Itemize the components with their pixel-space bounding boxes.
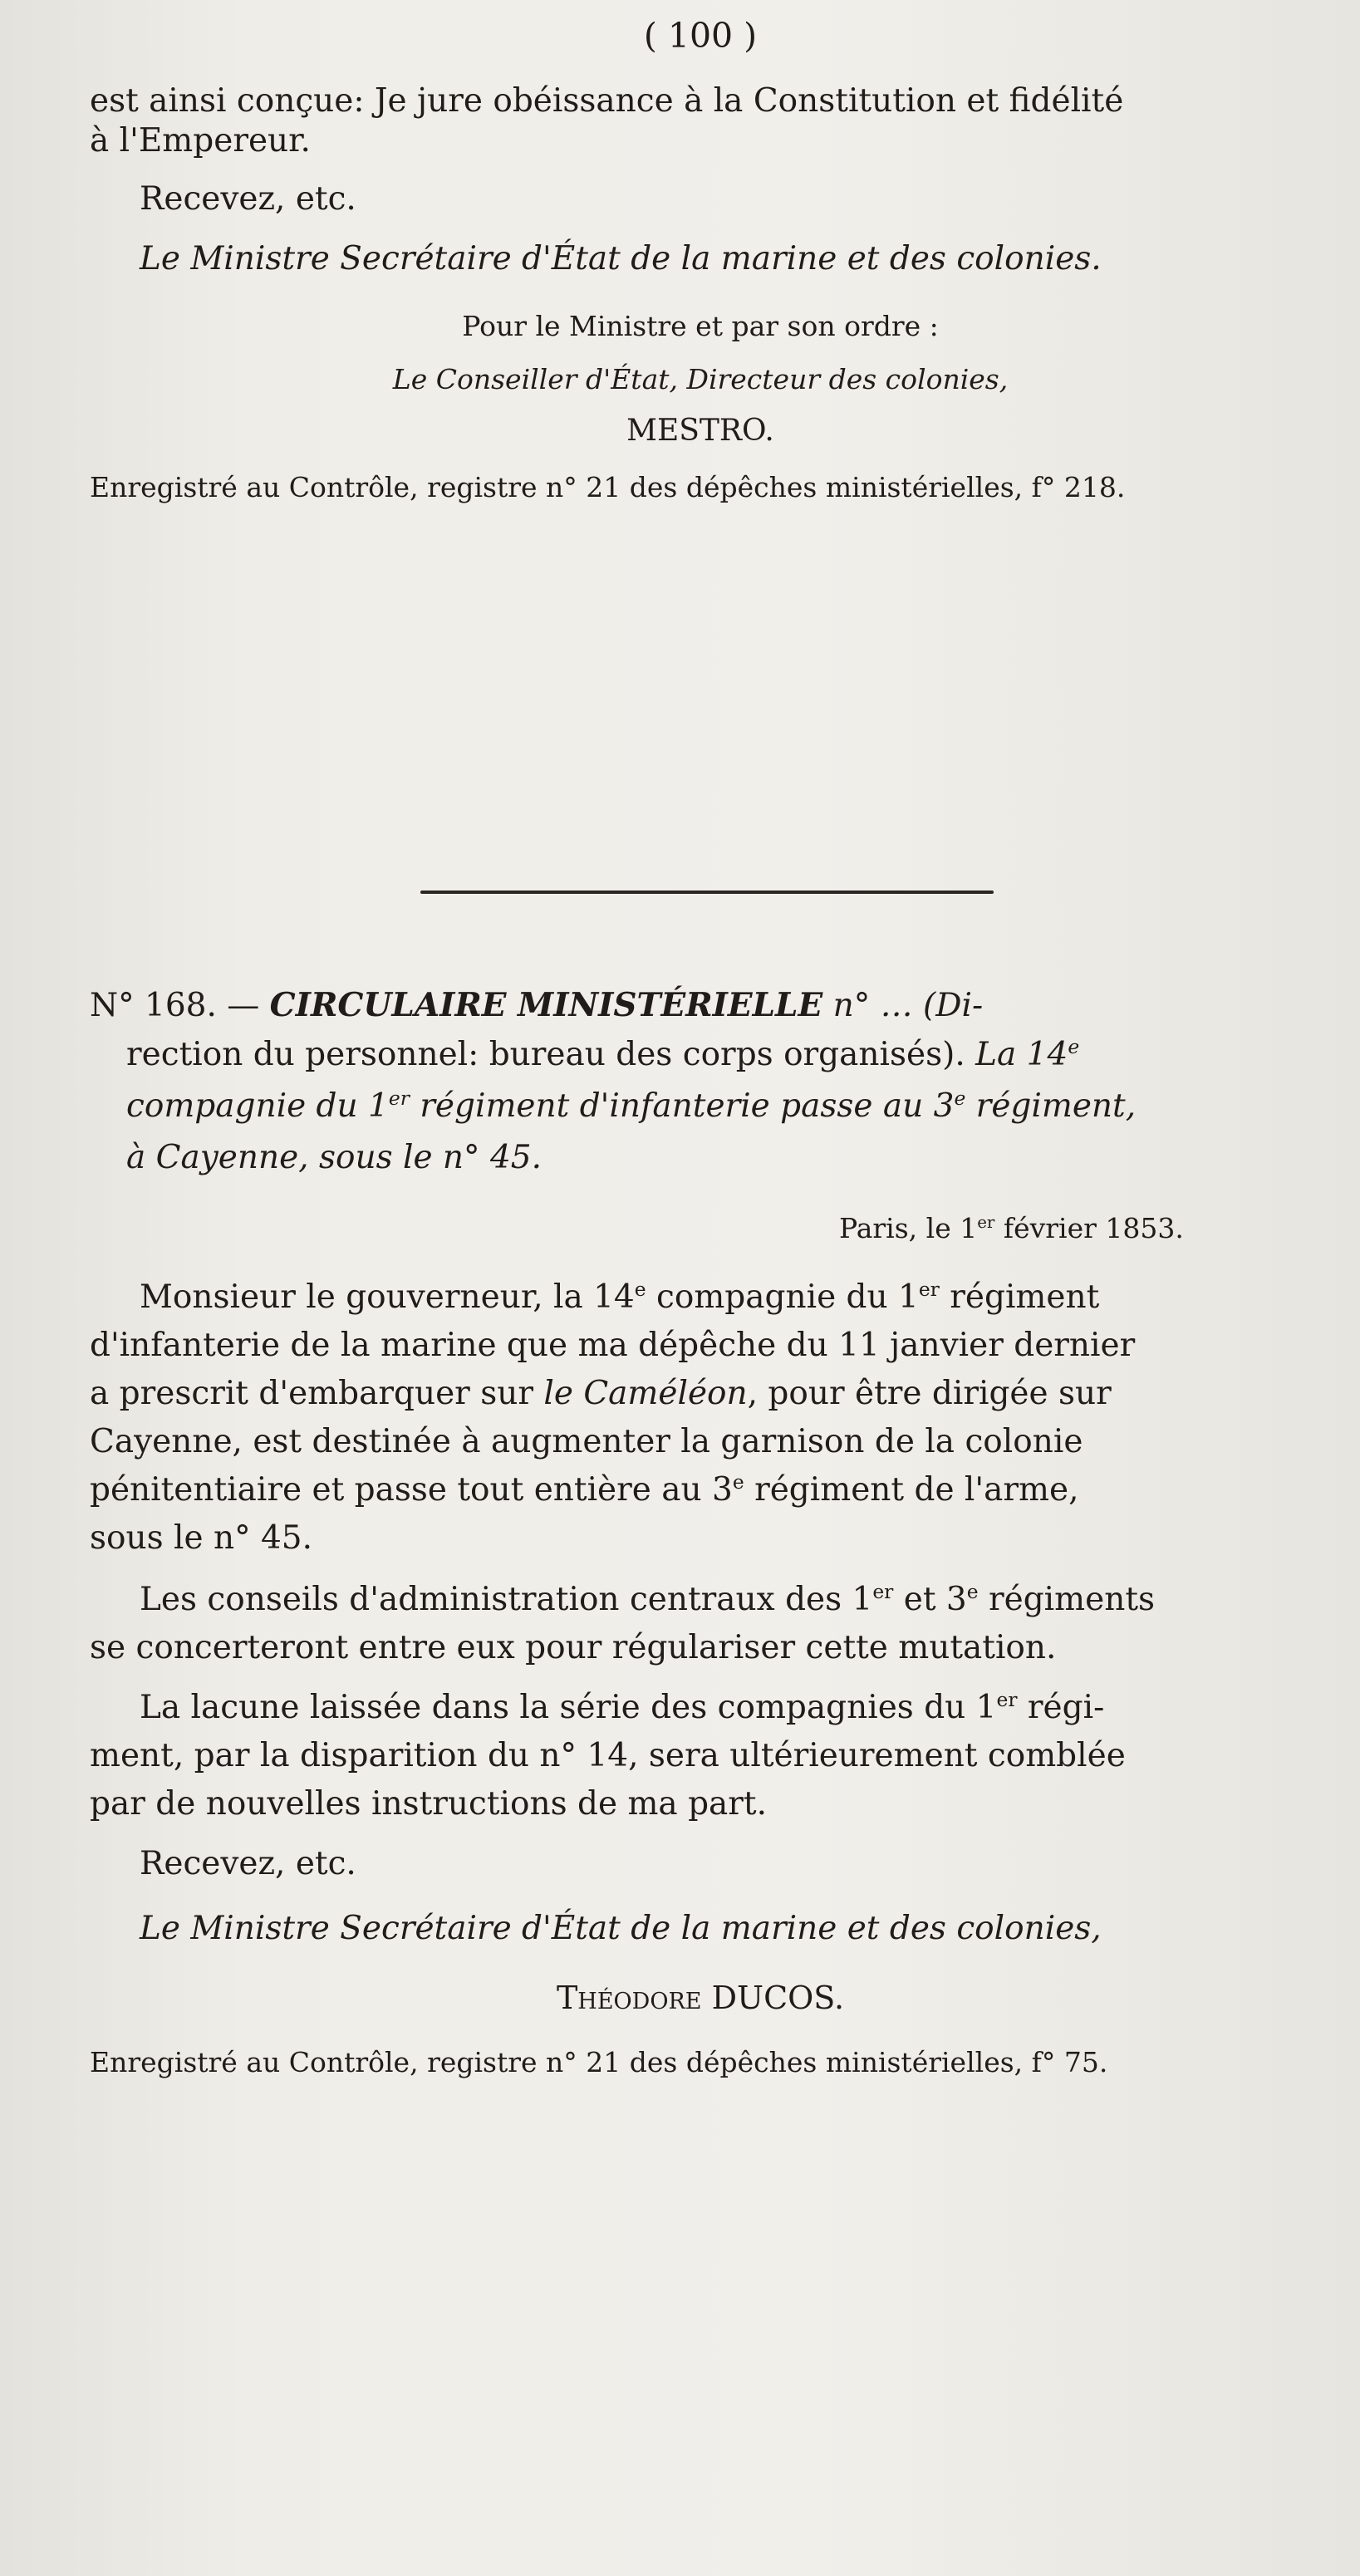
paragraph-3-line-2: ment, par la disparition du n° 14, sera ultérieurement comblée: [90, 1737, 1126, 1774]
continuation-line-1: est ainsi conçue: Je jure obéissance à la Constitution et fidélité: [90, 82, 1124, 120]
circular-heading-line-1: [90, 987, 983, 1025]
heading-direction: rection du personnel: bureau des corps organisés).: [126, 1036, 965, 1073]
summary-line-2: compagnie du 1er régiment d'infanterie passe au 3e régiment,: [126, 1086, 1137, 1125]
paragraph-1-line-5: pénitentiaire et passe tout entière au 3e régiment de l'arme,: [90, 1470, 1079, 1509]
signature-title: Le Ministre Secrétaire d'État de la marine et des colonies.: [140, 240, 1102, 277]
circular-signature-title: Le Ministre Secrétaire d'État de la marine et des colonies,: [140, 1910, 1102, 1947]
paragraph-2-line-1: Les conseils d'administration centraux des 1er et 3e régiments: [140, 1579, 1156, 1618]
circular-signatory-name: Théodore DUCOS.: [556, 1980, 845, 2016]
registration-note: Enregistré au Contrôle, registre n° 21 des dépêches ministérielles, f° 218.: [90, 471, 1126, 503]
circular-title: CIRCULAIRE MINISTÉRIELLE: [269, 986, 823, 1024]
circular-title-number: n° … (Di-: [822, 987, 984, 1024]
circular-registration-note: Enregistré au Contrôle, registre n° 21 des dépêches ministérielles, f° 75.: [90, 2046, 1108, 2078]
paragraph-1-line-4: Cayenne, est destinée à augmenter la garnison de la colonie: [90, 1423, 1083, 1460]
section-divider: [420, 891, 994, 894]
paragraph-1-line-3: a prescrit d'embarquer sur le Caméléon, pour être dirigée sur: [90, 1375, 1112, 1412]
circular-date: Paris, le 1er février 1853.: [839, 1212, 1184, 1244]
circular-closing-formula: Recevez, etc.: [140, 1845, 356, 1882]
closing-formula: Recevez, etc.: [140, 180, 356, 218]
ship-name: le Caméléon: [543, 1375, 748, 1412]
paragraph-3-line-1: La lacune laissée dans la série des compagnies du 1er régi-: [140, 1687, 1105, 1726]
paragraph-1-line-1: Monsieur le gouverneur, la 14e compagnie du 1er régiment: [140, 1277, 1100, 1316]
paragraph-1-line-6: sous le n° 45.: [90, 1519, 313, 1557]
paragraph-3-line-3: par de nouvelles instructions de ma part.: [90, 1785, 768, 1823]
continuation-line-2: à l'Empereur.: [90, 122, 311, 159]
page-number: ( 100 ): [643, 16, 758, 56]
circular-number: N° 168.: [90, 987, 217, 1024]
heading-dash: —: [216, 987, 270, 1024]
summary-line-3: à Cayenne, sous le n° 45.: [126, 1139, 542, 1176]
circular-heading-line-2: [126, 1034, 1080, 1074]
paragraph-2-line-2: se concerteront entre eux pour régulariser cette mutation.: [90, 1629, 1057, 1666]
summary-start: La 14e: [975, 1034, 1080, 1073]
for-minister-line: Pour le Ministre et par son ordre :: [462, 310, 939, 342]
signatory-role: Le Conseiller d'État, Directeur des colonies,: [392, 363, 1009, 395]
signatory-name: MESTRO.: [626, 414, 774, 448]
paragraph-1-line-2: d'infanterie de la marine que ma dépêche du 11 janvier dernier: [90, 1327, 1136, 1364]
